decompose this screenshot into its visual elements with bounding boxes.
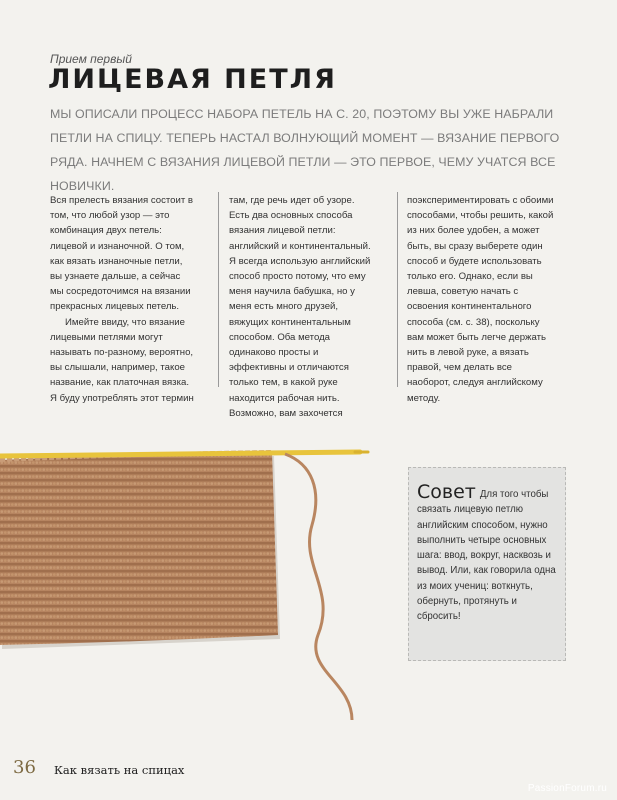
knitting-needle — [0, 452, 360, 456]
column-3-paragraph: поэкспериментировать с обоими способами, чтобы решить, какой из них более удобен, а может быть, вы сразу выберете один способ и будете использовать только его. Однако, если вы левша, советую начать с освоения континентального способа (см. с. 38), поскольку вам может быть легче держать нить в левой руке, а вязать правой, чем делать все наоборот, следуя английскому методу. — [407, 195, 554, 404]
column-1-paragraph-2: Имейте ввиду, что вязание лицевыми петлями могут называть по-разному, вероятно, вы слышали, например, такое название, как платочная вязка. Я буду употреблять этот термин — [50, 316, 194, 404]
column-1-paragraph-1: Вся прелесть вязания состоит в том, что любой узор — это комбинация двух петель: лицевой и изнаночной. О том, как вязать изнаночные петли, вы узнаете дальше, а сейчас мы сосредоточимся на вязании прекрасных лицевых петель. — [50, 195, 194, 313]
tip-box — [408, 467, 566, 661]
swatch-fabric — [0, 452, 278, 645]
working-yarn — [285, 454, 352, 720]
intro-paragraph: МЫ ОПИСАЛИ ПРОЦЕСС НАБОРА ПЕТЕЛЬ НА С. 20, ПОЭТОМУ ВЫ УЖЕ НАБРАЛИ ПЕТЛИ НА СПИЦУ. ТЕПЕРЬ НАСТАЛ ВОЛНУЮЩИЙ МОМЕНТ — ВЯЗАНИЕ ПЕРВОГО РЯДА. НАЧНЕМ С ВЯЗАНИЯ ЛИЦЕВОЙ ПЕТЛИ — ЭТО ПЕРВОЕ, ЧЕМУ УЧАТСЯ ВСЕ НОВИЧКИ. — [50, 107, 560, 193]
text-column-1 — [50, 193, 196, 406]
tip-heading: Совет — [417, 481, 476, 503]
text-column-3 — [407, 193, 557, 406]
column-divider — [397, 192, 398, 387]
running-footer-title: Как вязать на спицах — [54, 763, 185, 777]
page-number: 36 — [13, 757, 36, 778]
tip-content — [417, 481, 557, 625]
watermark: PassionForum.ru — [527, 783, 607, 794]
section-kicker: Прием первый — [50, 52, 132, 66]
tip-text: Для того чтобы связать лицевую петлю английским способом, нужно выполнить четыре основных шага: ввод, вокруг, насквозь и вывод. Или, как говорила одна из моих учениц: воткнуть, обернуть, протянуть и сбросить! — [417, 489, 556, 623]
text-column-2 — [229, 193, 375, 421]
page-title: ЛИЦЕВАЯ ПЕТЛЯ — [48, 64, 337, 95]
column-divider — [218, 192, 219, 387]
column-2-paragraph: там, где речь идет об узоре. Есть два основных способа вязания лицевой петли: английский и континентальный. Я всегда использую английский способ просто потому, что ему меня научила бабушка, но у меня есть много друзей, вяжущих континентальным способом. Оба метода одинаково просты и эффективны и отличаются только тем, в какой руке находится рабочая нить. Возможно, вам захочется — [229, 195, 371, 419]
